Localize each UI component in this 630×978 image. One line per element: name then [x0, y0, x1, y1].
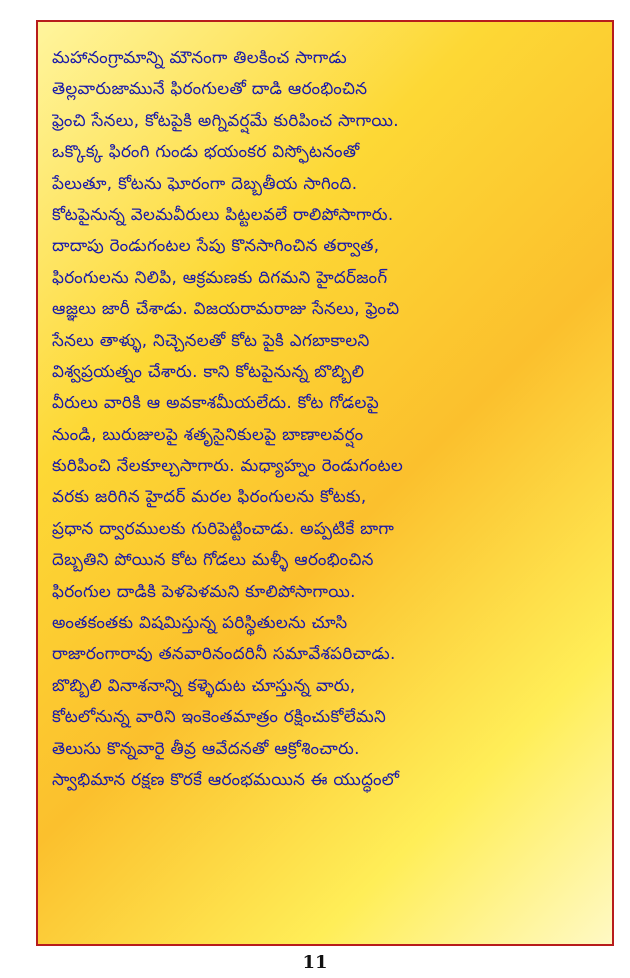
story-line: నుండి, బురుజులపై శతృసైనికులపై బాణాలవర్షం [52, 423, 364, 444]
story-line: కోటలోనున్న వారిని ఇంకెంతమాత్రం రక్షించుకోలేమని [52, 706, 387, 727]
story-line: దెబ్బతిని పోయిన కోట గోడలు మళ్ళీ ఆరంభించిన [52, 549, 374, 570]
story-line: విశ్వప్రయత్నం చేశారు. కాని కోటపైనున్న బొబ్బిలి [52, 360, 365, 381]
story-line: తెలుసు కొన్నవారై తీవ్ర ఆవేదనతో ఆక్రోశించారు. [52, 737, 360, 758]
story-line: ఫిరంగుల దాడికి పెళపెళమని కూలిపోసాగాయి. [52, 580, 356, 601]
story-line: సేనలు తాళ్ళు, నిచ్చెనలతో కోట పైకి ఎగబాకాలని [52, 329, 370, 350]
story-line: అంతకంతకు విషమిస్తున్న పరిస్థితులను చూసి [52, 612, 348, 633]
story-line: ఫిరంగులను నిలిపి, ఆక్రమణకు దిగమని హైదర్‌జంగ్ [52, 266, 388, 287]
story-line: వరకు జరిగిన హైదర్ మరల ఫిరంగులను కోటకు, [52, 486, 367, 507]
story-line: ఒక్కొక్క ఫిరంగి గుండు భయంకర విస్ఫోటనంతో [52, 141, 360, 162]
story-line: తెల్లవారుజామునే ఫిరంగులతో దాడి ఆరంభించిన [52, 78, 368, 99]
story-line: ఆజ్ఞలు జారీ చేశాడు. విజయరామరాజు సేనలు, ఫ్రెంచి [52, 298, 400, 319]
story-line: స్వాభిమాన రక్షణ కొరకే ఆరంభమయిన ఈ యుద్ధంలో [52, 768, 400, 789]
story-line: మహానంగ్రామాన్ని మౌనంగా తిలకించ సాగాడు [52, 47, 348, 67]
page-number: 11 [302, 952, 328, 973]
story-line: దాదాపు రెండుగంటల సేపు కొనసాగించిన తర్వాత, [52, 235, 380, 256]
story-line: కురిపించి నేలకూల్చసాగారు. మధ్యాహ్నం రెండుగంటల [52, 455, 404, 476]
story-line: బొబ్బిలి వినాశనాన్ని కళ్ళెదుట చూస్తున్న వారు, [52, 674, 356, 695]
story-line: పేలుతూ, కోటను ఘోరంగా దెబ్బతీయ సాగింది. [52, 172, 358, 193]
story-line: కోటపైనున్న వెలమవీరులు పిట్టలవలే రాలిపోసాగారు. [52, 203, 394, 224]
story-line: రాజారంగారావు తనవారినందరినీ సమావేశపరిచాడు. [52, 643, 396, 664]
story-line: వీరులు వారికి ఆ అవకాశమీయలేదు. కోట గోడలపై [52, 392, 379, 413]
story-line: ఫ్రెంచి సేనలు, కోటపైకి అగ్నివర్షమే కురిపించ సాగాయి. [52, 109, 399, 130]
story-paragraph [52, 42, 598, 795]
story-line: ప్రధాన ద్వారములకు గురిపెట్టించాడు. అప్పటికే బాగా [52, 517, 395, 538]
story-text-panel [36, 20, 614, 946]
